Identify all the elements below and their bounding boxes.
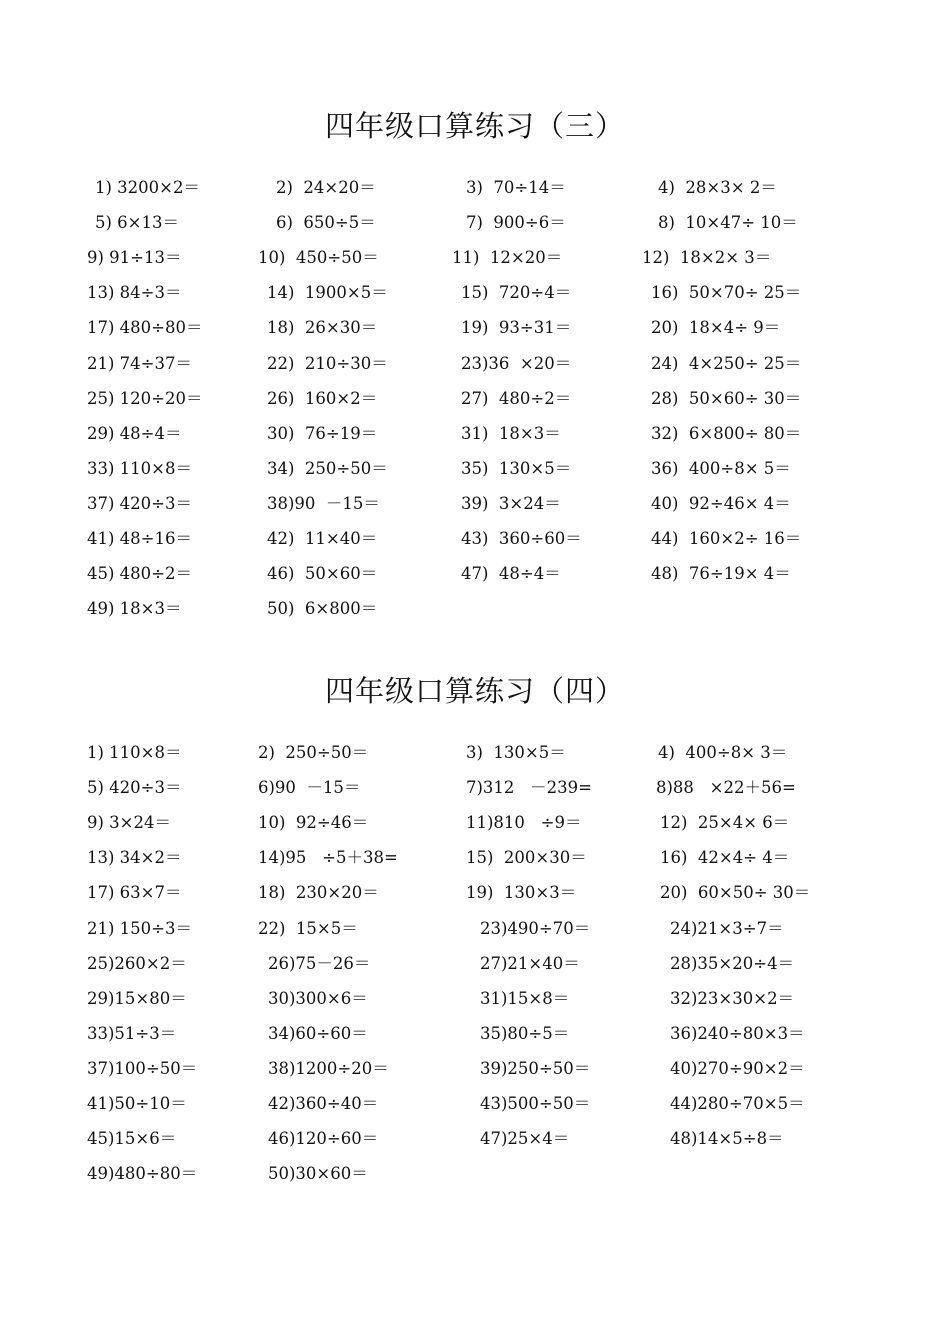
math-problem: 37) 420÷3＝ (87, 493, 192, 513)
math-problem: 32)23×30×2＝ (670, 988, 795, 1008)
math-problem: 47) 48÷4＝ (461, 564, 561, 584)
math-problem: 38)90 －15＝ (267, 493, 380, 513)
math-problem: 32) 6×800÷ 80＝ (651, 423, 802, 443)
math-problem: 34) 250÷50＝ (267, 458, 388, 478)
math-problem: 30)300×6＝ (268, 988, 368, 1008)
math-problem: 8) 10×47÷ 10＝ (658, 213, 798, 233)
math-problem: 28) 50×60÷ 30＝ (651, 388, 802, 408)
math-problem: 12) 18×2× 3＝ (642, 248, 772, 268)
math-problem: 19) 93÷31＝ (461, 318, 572, 338)
math-problem: 18) 230×20＝ (258, 883, 379, 903)
math-problem: 17) 480÷80＝ (87, 318, 203, 338)
math-problem: 16) 42×4÷ 4＝ (660, 848, 790, 868)
math-problem: 43)500÷50＝ (480, 1094, 591, 1113)
math-problem: 35) 130×5＝ (461, 458, 572, 478)
math-problem: 21) 74÷37＝ (87, 353, 192, 373)
math-problem: 25) 120÷20＝ (87, 388, 203, 408)
math-problem: 46) 50×60＝ (267, 564, 378, 584)
math-problem: 4) 28×3× 2＝ (658, 178, 777, 197)
math-problem: 37)100÷50＝ (87, 1058, 198, 1078)
math-problem: 48)14×5÷8＝ (670, 1129, 784, 1149)
math-problem: 29)15×80＝ (87, 988, 187, 1008)
math-problem: 7) 900÷6＝ (466, 213, 566, 233)
math-problem: 6) 650÷5＝ (276, 213, 376, 233)
math-problem: 5) 6×13＝ (95, 213, 179, 233)
math-problem: 11) 12×20＝ (452, 248, 563, 268)
math-problem: 42)360÷40＝ (268, 1094, 379, 1113)
math-problem: 10) 450÷50＝ (258, 248, 379, 268)
math-problem: 45) 480÷2＝ (87, 564, 192, 584)
math-problem: 13) 34×2＝ (87, 848, 182, 868)
math-problem: 40)270÷90×2＝ (670, 1058, 805, 1078)
math-problem: 36)240÷80×3＝ (670, 1023, 805, 1043)
worksheet-title: 四年级口算练习（三） (324, 109, 625, 143)
math-problem: 31)15×8＝ (480, 988, 570, 1008)
math-problem: 50) 6×800＝ (267, 599, 378, 619)
math-problem: 50)30×60＝ (268, 1164, 368, 1184)
math-problem: 38)1200÷20＝ (268, 1058, 389, 1078)
math-problem: 41) 48÷16＝ (87, 529, 192, 548)
math-problem: 12) 25×4× 6＝ (660, 813, 790, 833)
math-problem: 46)120÷60＝ (268, 1129, 379, 1149)
math-problem: 27)21×40＝ (480, 953, 580, 973)
math-problem: 14) 1900×5＝ (267, 283, 388, 303)
math-problem: 22) 210÷30＝ (267, 353, 388, 373)
math-problem: 9) 91÷13＝ (87, 248, 182, 268)
math-problem: 23)490÷70＝ (480, 918, 591, 938)
math-problem: 36) 400÷8× 5＝ (651, 458, 791, 478)
math-problem: 49)480÷80＝ (87, 1164, 198, 1184)
worksheet-title: 四年级口算练习（四） (324, 674, 625, 708)
math-problem: 24)21×3÷7＝ (670, 918, 784, 938)
math-problem: 3) 70÷14＝ (466, 178, 566, 197)
math-problem: 41)50÷10＝ (87, 1094, 187, 1113)
math-problem: 26)75－26＝ (268, 953, 371, 973)
math-problem: 45)15×6＝ (87, 1129, 177, 1149)
math-problem: 19) 130×3＝ (466, 883, 577, 903)
math-problem: 25)260×2＝ (87, 953, 187, 973)
math-problem: 44) 160×2÷ 16＝ (651, 529, 802, 548)
math-problem: 13) 84÷3＝ (87, 283, 182, 303)
math-problem: 6)90 －15＝ (258, 778, 361, 798)
math-problem: 43) 360÷60＝ (461, 529, 582, 548)
math-problem: 1) 3200×2＝ (95, 178, 200, 197)
math-problem: 27) 480÷2＝ (461, 388, 572, 408)
math-problem: 24) 4×250÷ 25＝ (651, 353, 802, 373)
math-problem: 7)312 －239= (466, 778, 592, 798)
math-problem: 44)280÷70×5＝ (670, 1094, 805, 1113)
math-problem: 48) 76÷19× 4＝ (651, 564, 791, 584)
math-problem: 33)51÷3＝ (87, 1023, 177, 1043)
math-problem: 16) 50×70÷ 25＝ (651, 283, 802, 303)
math-problem: 39) 3×24＝ (461, 493, 561, 513)
math-problem: 8)88 ×22＋56= (656, 778, 796, 798)
math-problem: 11)810 ÷9＝ (466, 813, 582, 833)
math-problem: 39)250÷50＝ (480, 1058, 591, 1078)
math-problem: 35)80÷5＝ (480, 1023, 570, 1043)
math-problem: 20) 60×50÷ 30＝ (660, 883, 811, 903)
math-problem: 34)60÷60＝ (268, 1023, 368, 1043)
math-problem: 20) 18×4÷ 9＝ (651, 318, 781, 338)
math-problem: 22) 15×5＝ (258, 918, 358, 938)
math-problem: 4) 400÷8× 3＝ (658, 743, 788, 762)
math-problem: 18) 26×30＝ (267, 318, 378, 338)
math-problem: 23)36 ×20＝ (461, 353, 572, 373)
math-problem: 5) 420÷3＝ (87, 778, 182, 798)
math-problem: 2) 24×20＝ (276, 178, 376, 197)
math-problem: 1) 110×8＝ (87, 743, 182, 762)
math-problem: 42) 11×40＝ (267, 529, 378, 548)
math-problem: 49) 18×3＝ (87, 599, 182, 619)
math-problem: 30) 76÷19＝ (267, 423, 378, 443)
math-problem: 10) 92÷46＝ (258, 813, 369, 833)
math-problem: 2) 250÷50＝ (258, 743, 369, 762)
math-problem: 47)25×4＝ (480, 1129, 570, 1149)
math-problem: 31) 18×3＝ (461, 423, 561, 443)
math-problem: 15) 200×30＝ (466, 848, 587, 868)
math-problem: 14)95 ÷5＋38= (258, 848, 398, 868)
math-problem: 26) 160×2＝ (267, 388, 378, 408)
math-problem: 3) 130×5＝ (466, 743, 566, 762)
math-problem: 17) 63×7＝ (87, 883, 182, 903)
math-problem: 33) 110×8＝ (87, 458, 192, 478)
math-problem: 15) 720÷4＝ (461, 283, 572, 303)
math-problem: 29) 48÷4＝ (87, 423, 182, 443)
math-problem: 9) 3×24＝ (87, 813, 171, 833)
math-problem: 21) 150÷3＝ (87, 918, 192, 938)
math-problem: 40) 92÷46× 4＝ (651, 493, 791, 513)
math-problem: 28)35×20÷4＝ (670, 953, 795, 973)
